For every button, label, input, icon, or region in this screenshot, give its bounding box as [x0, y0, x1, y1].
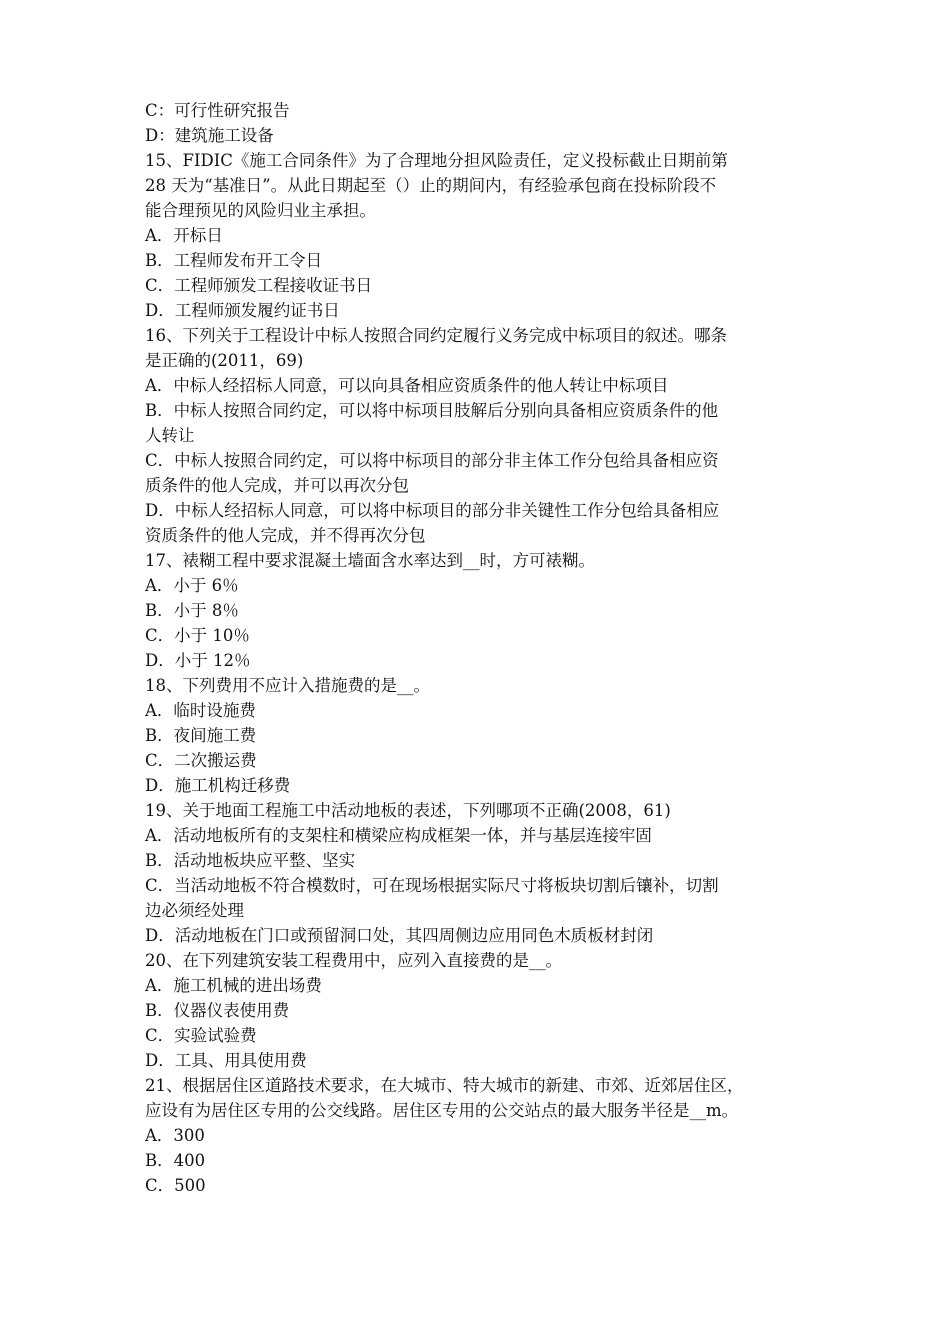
- question-15: 15、FIDIC《施工合同条件》为了合理地分担风险责任，定义投标截止日期前第: [145, 151, 728, 170]
- option-c: C．500: [145, 1176, 206, 1195]
- text-line: 人转让: [145, 426, 195, 445]
- option-c: C．实验试验费: [145, 1026, 257, 1045]
- text-line: C：可行性研究报告: [145, 101, 290, 120]
- question-17: 17、裱糊工程中要求混凝土墙面含水率达到__时，方可裱糊。: [145, 551, 595, 570]
- option-c: C．工程师颁发工程接收证书日: [145, 276, 373, 295]
- option-d: D．小于 12％: [145, 651, 251, 670]
- option-d: D．工具、用具使用费: [145, 1051, 307, 1070]
- option-a: A．中标人经招标人同意，可以向具备相应资质条件的他人转让中标项目: [145, 376, 669, 395]
- question-20: 20、在下列建筑安装工程费用中，应列入直接费的是__。: [145, 951, 562, 970]
- text-line: D：建筑施工设备: [145, 126, 274, 145]
- option-b: B．中标人按照合同约定，可以将中标项目肢解后分别向具备相应资质条件的他: [145, 401, 719, 420]
- document-page: [145, 98, 825, 1198]
- text-line: 边必须经处理: [145, 901, 244, 920]
- option-b: B．小于 8％: [145, 601, 239, 620]
- question-18: 18、下列费用不应计入措施费的是__。: [145, 676, 430, 695]
- option-d: D．中标人经招标人同意，可以将中标项目的部分非关键性工作分包给具备相应: [145, 501, 720, 520]
- option-a: A．活动地板所有的支架柱和横梁应构成框架一体，并与基层连接牢固: [145, 826, 652, 845]
- option-a: A．小于 6％: [145, 576, 239, 595]
- option-d: D．工程师颁发履约证书日: [145, 301, 340, 320]
- option-a: A．300: [145, 1126, 205, 1145]
- option-b: B．工程师发布开工令日: [145, 251, 323, 270]
- question-21: 21、根据居住区道路技术要求，在大城市、特大城市的新建、市郊、近郊居住区，: [145, 1076, 744, 1095]
- question-19: 19、关于地面工程施工中活动地板的表述，下列哪项不正确(2008，61): [145, 801, 671, 820]
- option-a: A．临时设施费: [145, 701, 256, 720]
- option-b: B．400: [145, 1151, 206, 1170]
- option-d: D．施工机构迁移费: [145, 776, 291, 795]
- option-a: A．施工机械的进出场费: [145, 976, 322, 995]
- text-line: 是正确的(2011，69): [145, 351, 304, 370]
- text-line: 能合理预见的风险归业主承担。: [145, 201, 376, 220]
- option-b: B．活动地板块应平整、坚实: [145, 851, 356, 870]
- text-line: 资质条件的他人完成，并不得再次分包: [145, 526, 426, 545]
- option-b: B．仪器仪表使用费: [145, 1001, 290, 1020]
- option-c: C．二次搬运费: [145, 751, 257, 770]
- option-c: C．当活动地板不符合模数时，可在现场根据实际尺寸将板块切割后镶补，切割: [145, 876, 719, 895]
- text-line: 28 天为“基准日”。从此日期起至（）止的期间内，有经验承包商在投标阶段不: [145, 176, 717, 195]
- option-b: B．夜间施工费: [145, 726, 257, 745]
- option-c: C．小于 10％: [145, 626, 250, 645]
- text-line: 应设有为居住区专用的公交线路。居住区专用的公交站点的最大服务半径是__m。: [145, 1101, 739, 1120]
- text-line: 质条件的他人完成，并可以再次分包: [145, 476, 409, 495]
- option-a: A．开标日: [145, 226, 223, 245]
- question-16: 16、下列关于工程设计中标人按照合同约定履行义务完成中标项目的叙述。哪条: [145, 326, 727, 345]
- option-d: D．活动地板在门口或预留洞口处，其四周侧边应用同色木质板材封闭: [145, 926, 654, 945]
- option-c: C．中标人按照合同约定，可以将中标项目的部分非主体工作分包给具备相应资: [145, 451, 719, 470]
